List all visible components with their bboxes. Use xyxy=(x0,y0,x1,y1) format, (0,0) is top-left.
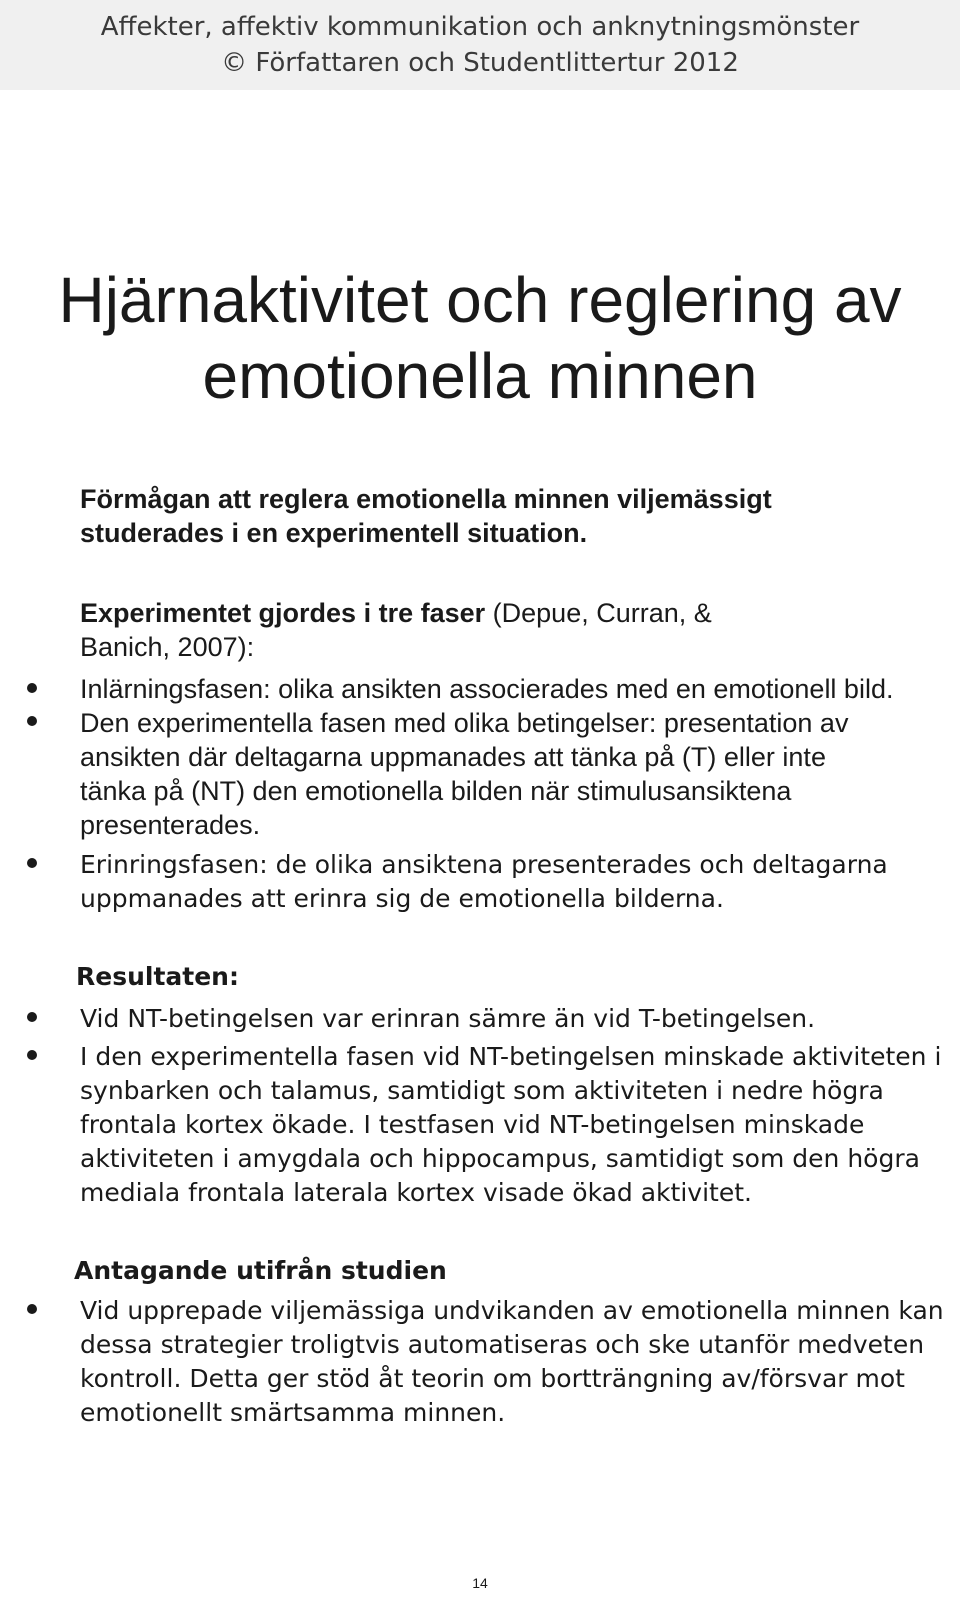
results-bullet-2-line-3: frontala kortex ökade. I testfasen vid NT-betingelsen minskade xyxy=(80,1110,865,1139)
results-bullet-2-line-4: aktiviteten i amygdala och hippocampus, samtidigt som den högra xyxy=(80,1144,920,1173)
results-bullet-2-line-1: I den experimentella fasen vid NT-betingelsen minskade aktiviteten i xyxy=(80,1042,942,1071)
bullet-dot xyxy=(27,1050,37,1060)
experiment-bullet-2-line-1: Den experimentella fasen med olika betingelser: presentation av xyxy=(80,708,849,738)
conclusion-bullet-1-line-4: emotionellt smärtsamma minnen. xyxy=(80,1398,506,1427)
page-number: 14 xyxy=(472,1575,488,1591)
bullet-dot xyxy=(27,1012,37,1022)
bullet-dot xyxy=(27,1304,37,1314)
experiment-bullet-1-line-1: Inlärningsfasen: olika ansikten associerades med en emotionell bild. xyxy=(80,674,894,704)
bullet-dot xyxy=(27,858,37,868)
bullet-dot xyxy=(27,683,37,693)
experiment-bullet-2-line-3: tänka på (NT) den emotionella bilden när stimulusansiktena xyxy=(80,776,792,806)
results-heading: Resultaten: xyxy=(76,962,239,991)
conclusion-bullet-1-line-1: Vid upprepade viljemässiga undvikanden av emotionella minnen kan xyxy=(80,1296,944,1325)
conclusion-heading: Antagande utifrån studien xyxy=(74,1256,447,1285)
bullet-dot xyxy=(27,716,37,726)
experiment-heading-line-2: Banich, 2007): xyxy=(80,632,255,662)
experiment-bullet-3-line-2: uppmanades att erinra sig de emotionella bilderna. xyxy=(80,884,724,913)
page-title xyxy=(0,262,960,414)
page-header xyxy=(0,0,960,90)
intro-line-1: Förmågan att reglera emotionella minnen viljemässigt xyxy=(80,484,772,514)
conclusion-bullet-1-line-2: dessa strategier troligtvis automatiseras och ske utanför medveten xyxy=(80,1330,925,1359)
experiment-heading-bold: Experimentet gjordes i tre faser xyxy=(80,598,486,628)
intro-line-2: studerades i en experimentell situation. xyxy=(80,518,588,548)
header-title: Affekter, affektiv kommunikation och anknytningsmönster xyxy=(100,12,860,42)
results-bullet-2-line-2: synbarken och talamus, samtidigt som aktiviteten i nedre högra xyxy=(80,1076,884,1105)
experiment-bullet-2-line-2: ansikten där deltagarna uppmanades att tänka på (T) eller inte xyxy=(80,742,826,772)
page-title-line-2: emotionella minnen xyxy=(202,340,758,412)
page-title-line-1: Hjärnaktivitet och reglering av xyxy=(58,264,902,336)
experiment-bullet-3-line-1: Erinringsfasen: de olika ansiktena presenterades och deltagarna xyxy=(80,850,888,879)
experiment-heading xyxy=(80,596,712,630)
results-bullet-2-line-5: mediala frontala laterala kortex visade ökad aktivitet. xyxy=(80,1178,752,1207)
experiment-heading-citation: (Depue, Curran, & xyxy=(485,598,712,628)
conclusion-bullet-1-line-3: kontroll. Detta ger stöd åt teorin om bortträngning av/försvar mot xyxy=(80,1364,905,1393)
header-copyright: © Författaren och Studentlittertur 2012 xyxy=(221,48,739,78)
results-bullet-1-line-1: Vid NT-betingelsen var erinran sämre än vid T-betingelsen. xyxy=(80,1004,816,1033)
experiment-bullet-2-line-4: presenterades. xyxy=(80,810,261,840)
